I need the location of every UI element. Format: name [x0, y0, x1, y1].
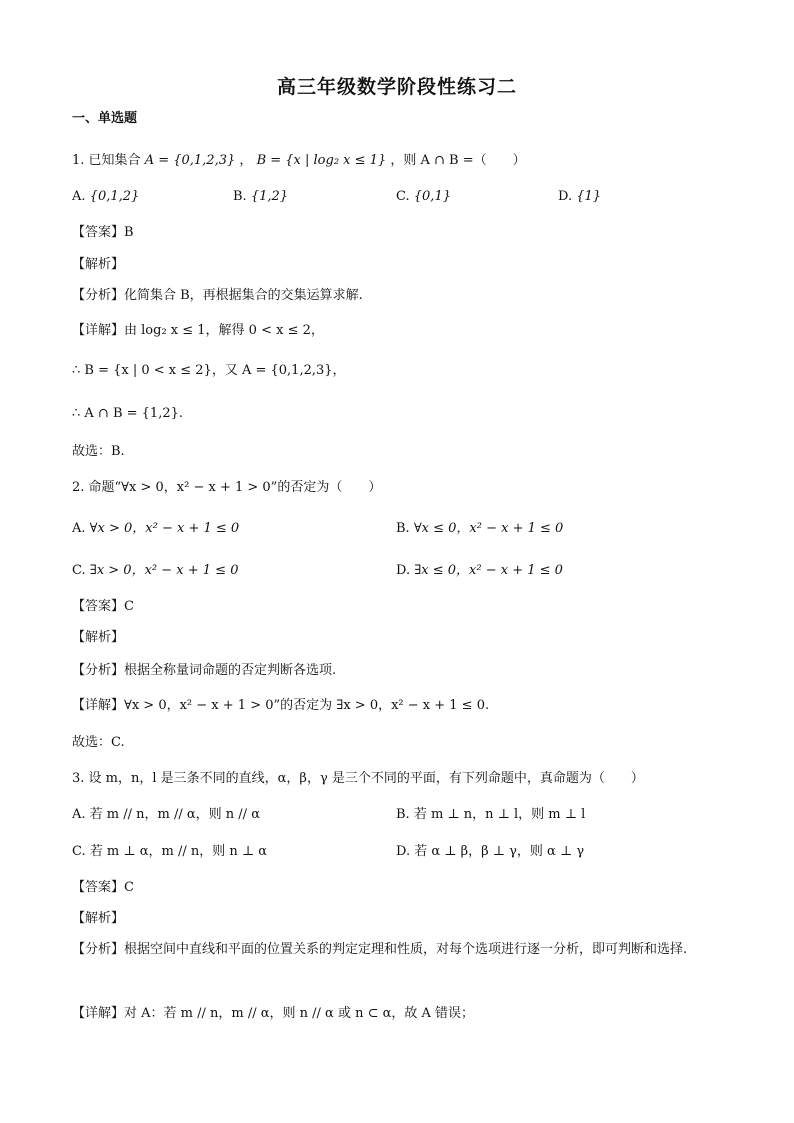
q3-detail: 【详解】对 A：若 m // n，m // α，则 n // α 或 n ⊂ α，故 A 错误； — [72, 1006, 475, 1021]
q1-stem-suffix: ，则 A ∩ B =（ ） — [390, 153, 526, 168]
q1-detail-2: ∴ B = {x | 0 < x ≤ 2}，又 A = {0,1,2,3}， — [72, 363, 346, 378]
q1-set-b: B = {x | log₂ x ≤ 1} — [256, 153, 387, 168]
option-text: 若 m ⊥ n，n ⊥ l，则 m ⊥ l — [413, 807, 586, 822]
q1-analysis: 【分析】化简集合 B，再根据集合的交集运算求解. — [72, 288, 363, 303]
option-label: D. — [396, 563, 411, 578]
option-text: {1,2} — [250, 189, 289, 204]
q1-option-b — [233, 188, 288, 206]
option-label: A. — [72, 189, 86, 204]
q2-option-a — [72, 520, 239, 538]
option-text: {0,1} — [413, 189, 451, 204]
q1-option-a — [72, 188, 139, 206]
question-2-stem: 2. 命题“∀x > 0，x² − x + 1 > 0”的否定为（ ） — [72, 480, 382, 495]
q1-stem-prefix: 1. 已知集合 — [72, 153, 141, 168]
q1-option-c — [396, 188, 451, 206]
page-title: 高三年级数学阶段性练习二 — [276, 76, 517, 98]
option-label: C. — [72, 844, 86, 859]
option-text: ∀x ≤ 0，x² − x + 1 ≤ 0 — [413, 521, 564, 536]
option-text: 若 m // n，m // α，则 n // α — [89, 807, 260, 822]
option-text: ∀x > 0，x² − x + 1 ≤ 0 — [89, 521, 240, 536]
q3-answer: 【答案】C — [72, 880, 134, 895]
q2-option-b — [396, 520, 563, 538]
q1-answer: 【答案】B — [72, 225, 134, 240]
q3-option-b — [396, 806, 585, 824]
question-3-stem: 3. 设 m，n，l 是三条不同的直线，α，β，γ 是三个不同的平面，有下列命题中，真命题为（ ） — [72, 771, 644, 786]
q1-set-a: A = {0,1,2,3} — [144, 153, 236, 168]
option-label: A. — [72, 807, 86, 822]
option-label: C. — [72, 563, 86, 578]
option-text: 若 m ⊥ α，m // n，则 n ⊥ α — [89, 844, 267, 859]
q3-option-d — [396, 843, 584, 861]
q1-option-d — [558, 188, 601, 206]
q1-final-choice: 故选：B. — [72, 444, 125, 459]
q1-detail-1: 【详解】由 log₂ x ≤ 1，解得 0 < x ≤ 2， — [72, 323, 324, 338]
option-text: {0,1,2} — [89, 189, 140, 204]
option-label: D. — [558, 189, 573, 204]
q3-option-c — [72, 843, 267, 861]
option-label: B. — [396, 807, 410, 822]
q1-detail-3: ∴ A ∩ B = {1,2}. — [72, 406, 184, 421]
q1-separator: ， — [239, 153, 253, 168]
q3-analysis-heading: 【解析】 — [72, 911, 125, 926]
q2-answer: 【答案】C — [72, 599, 134, 614]
q2-final-choice: 故选：C. — [72, 735, 125, 750]
q3-analysis: 【分析】根据空间中直线和平面的位置关系的判定定理和性质，对每个选项进行逐一分析，即可判断和选择. — [72, 942, 688, 957]
q2-detail: 【详解】∀x > 0，x² − x + 1 > 0”的否定为 ∃x > 0，x² − x + 1 ≤ 0. — [72, 698, 490, 713]
q2-option-c — [72, 562, 238, 580]
option-text: 若 α ⊥ β，β ⊥ γ，则 α ⊥ γ — [414, 844, 585, 859]
option-text: {1} — [576, 189, 602, 204]
q2-analysis: 【分析】根据全称量词命题的否定判断各选项. — [72, 663, 337, 678]
option-text: ∃x > 0，x² − x + 1 ≤ 0 — [89, 563, 239, 578]
option-label: D. — [396, 844, 411, 859]
section-heading-single-choice: 一、单选题 — [72, 111, 138, 126]
option-label: C. — [396, 189, 410, 204]
question-1-stem — [72, 152, 526, 170]
q2-option-d — [396, 562, 563, 580]
q3-option-a — [72, 806, 260, 824]
q1-analysis-heading: 【解析】 — [72, 257, 125, 272]
option-label: B. — [396, 521, 410, 536]
option-label: A. — [72, 521, 86, 536]
option-text: ∃x ≤ 0，x² − x + 1 ≤ 0 — [414, 563, 563, 578]
option-label: B. — [233, 189, 247, 204]
q2-analysis-heading: 【解析】 — [72, 630, 125, 645]
